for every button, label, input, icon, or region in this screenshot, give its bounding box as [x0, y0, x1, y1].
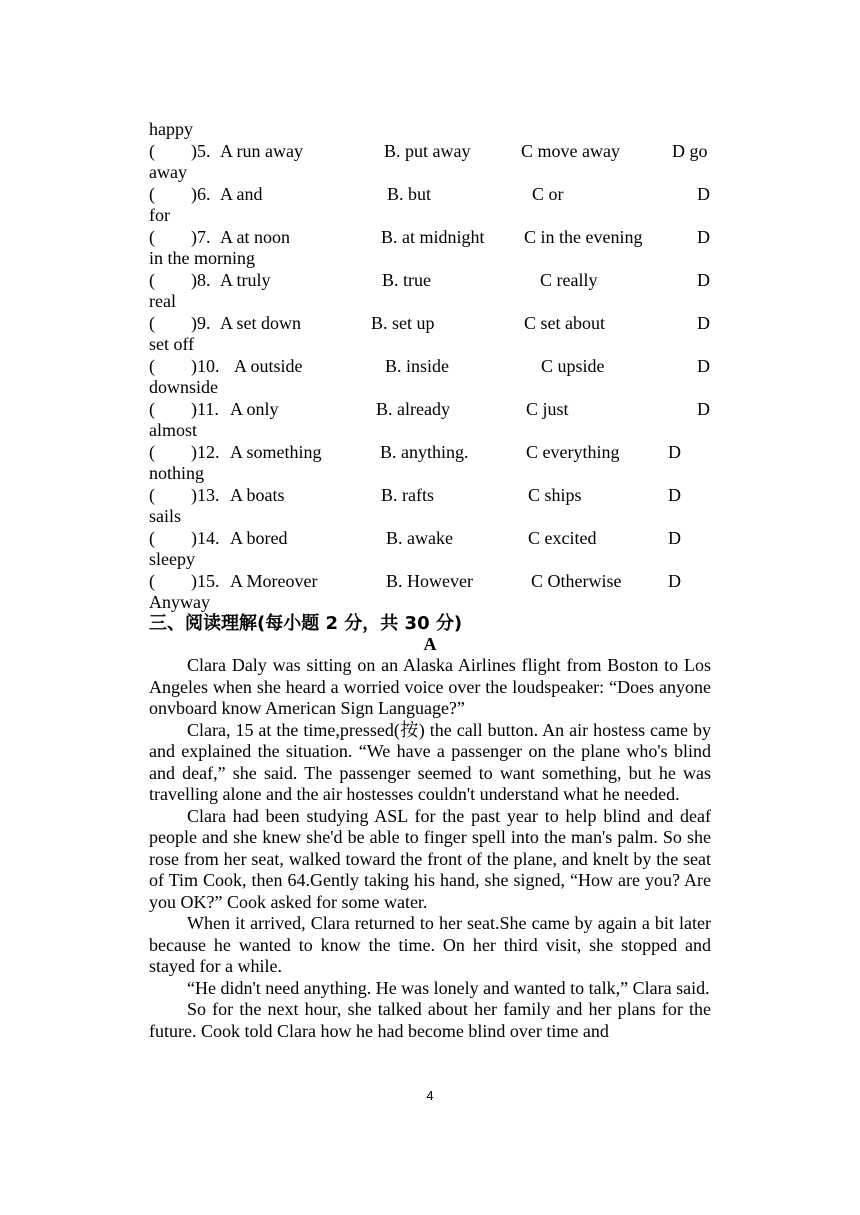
option-a: A something [230, 442, 322, 462]
option-d-wrap: downside [149, 377, 218, 397]
question-number: ( )8. [149, 270, 211, 290]
option-c: C ships [528, 485, 582, 505]
question-number: ( )14. [149, 528, 220, 548]
option-c: C Otherwise [531, 571, 622, 591]
option-b: B. set up [371, 313, 435, 333]
option-d: D go [672, 141, 708, 161]
option-a: A and [220, 184, 263, 204]
section-heading: 三、阅读理解(每小题 2 分，共 30 分) [149, 613, 463, 634]
paragraph: Clara, 15 at the time,pressed(按) the call button. An air hostess came by and explained the situation. “We have a passenger on the plane who's blind and deaf,” she said. The passenger seemed to want something, but he was travelling alone and the air hostesses couldn't understand what he needed. [149, 719, 711, 804]
option-d-wrap: almost [149, 420, 197, 440]
option-c: C just [526, 399, 569, 419]
option-d: D [668, 485, 681, 505]
option-d-wrap: real [149, 291, 176, 311]
option-b: B. However [386, 571, 473, 591]
option-d: D [697, 227, 710, 247]
option-b: B. awake [386, 528, 453, 548]
question-number: ( )10. [149, 356, 220, 376]
option-d: D [668, 528, 681, 548]
paragraph: So for the next hour, she talked about her family and her plans for the future. Cook told Clara how he had become blind over time and [149, 999, 711, 1041]
carry-over-word: happy [149, 119, 193, 139]
option-a: A outside [234, 356, 303, 376]
option-a: A truly [220, 270, 271, 290]
option-a: A only [230, 399, 279, 419]
option-c: C in the evening [524, 227, 643, 247]
paragraph: “He didn't need anything. He was lonely and wanted to talk,” Clara said. [187, 977, 710, 998]
option-b: B. inside [385, 356, 450, 376]
paragraph: When it arrived, Clara returned to her seat.She came by again a bit later because he wanted to know the time. On her third visit, she stopped and stayed for a while. [149, 913, 711, 976]
paragraph: Clara Daly was sitting on an Alaska Airlines flight from Boston to Los Angeles when she heard a worried voice over the loudspeaker: “Does anyone onvboard know American Sign Language?” [149, 655, 711, 718]
option-b: B. put away [384, 141, 471, 161]
option-d: D [697, 399, 710, 419]
option-c: C upside [541, 356, 605, 376]
question-number: ( )9. [149, 313, 211, 333]
question-number: ( )6. [149, 184, 211, 204]
option-d-wrap: nothing [149, 463, 205, 483]
option-c: C excited [528, 528, 597, 548]
option-a: A Moreover [230, 571, 318, 591]
option-d: D [668, 571, 681, 591]
option-d: D [668, 442, 681, 462]
option-a: A set down [220, 313, 301, 333]
question-number: ( )5. [149, 141, 211, 161]
option-d-wrap: in the morning [149, 248, 255, 268]
option-c: C move away [521, 141, 620, 161]
option-b: B. at midnight [381, 227, 485, 247]
option-d-wrap: sails [149, 506, 182, 526]
option-a: A boats [230, 485, 285, 505]
option-b: B. rafts [381, 485, 434, 505]
question-number: ( )12. [149, 442, 220, 462]
option-d-wrap: sleepy [149, 549, 195, 569]
question-number: ( )15. [149, 571, 220, 591]
question-number: ( )7. [149, 227, 211, 247]
option-d-wrap: for [149, 205, 170, 225]
option-b: B. true [382, 270, 431, 290]
option-c: C everything [526, 442, 620, 462]
option-d-wrap: Anyway [149, 592, 210, 612]
option-c: C really [540, 270, 598, 290]
option-b: B. anything. [380, 442, 469, 462]
option-a: A run away [220, 141, 303, 161]
passage-label: A [423, 634, 437, 654]
option-d-wrap: set off [149, 334, 195, 354]
option-a: A at noon [220, 227, 290, 247]
option-c: C or [532, 184, 564, 204]
question-number: ( )11. [149, 399, 219, 419]
question-number: ( )13. [149, 485, 220, 505]
option-b: B. but [387, 184, 432, 204]
page-number: 4 [426, 1088, 434, 1103]
reading-passage [149, 655, 711, 1042]
option-d-wrap: away [149, 162, 187, 182]
option-d: D [697, 356, 710, 376]
option-d: D [697, 184, 710, 204]
option-c: C set about [524, 313, 605, 333]
paragraph: Clara had been studying ASL for the past year to help blind and deaf people and she knew she'd be able to finger spell into the man's palm. So she rose from her seat, walked toward the front of the plane, and knelt by the seat of Tim Cook, then 64.Gently taking his hand, she signed, “How are you? Are you OK?” Cook asked for some water. [149, 805, 711, 912]
option-d: D [697, 270, 710, 290]
option-a: A bored [230, 528, 288, 548]
option-b: B. already [376, 399, 450, 419]
option-d: D [697, 313, 710, 333]
